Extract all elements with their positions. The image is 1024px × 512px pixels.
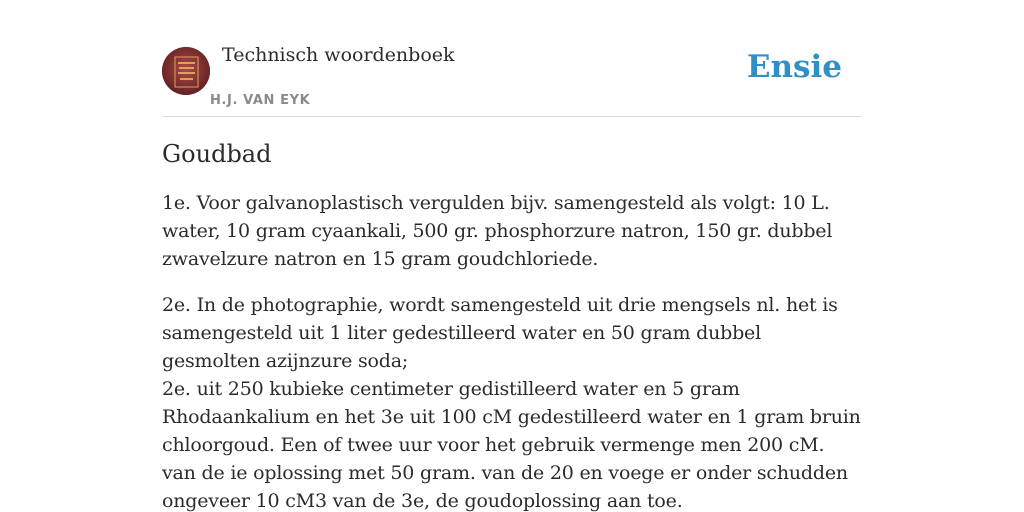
definition-text: 2e. In de photographie, wordt samengesteld uit drie mengsels nl. het is samengesteld uit 1 liter gedestilleerd water en 50 gram dubbel gesmolten azijnzure soda; <box>162 294 838 372</box>
book-title[interactable]: Technisch woordenboek <box>222 44 455 66</box>
definition-paragraph-1 <box>162 189 862 273</box>
header <box>162 0 862 117</box>
definition-text: 1e. Voor galvanoplastisch vergulden bijv. samengesteld als volgt: 10 L. water, 10 gram cyaankali, 500 gr. phosphorzure natron, 150 gr. dubbel zwavelzure natron en 15 gram goudchloriede. <box>162 192 833 270</box>
definition-text: 2e. uit 250 kubieke centimeter gedistilleerd water en 5 gram Rhodaankalium en het 3e uit 100 cM gedestilleerd water en 1 gram bruin chloorgoud. Een of twee uur voor het gebruik vermenge men 200 cM. van de ie oplossing met 50 gram. van de 20 en voege er onder schudden ongeveer 10 cM3 van de 3e, de goudoplossing aan toe. <box>162 378 861 512</box>
article <box>162 138 862 512</box>
ensie-logo[interactable]: Ensie <box>746 49 842 85</box>
definition-paragraph-2 <box>162 291 862 512</box>
book-author[interactable]: H.J. VAN EYK <box>210 93 311 108</box>
book-cover-icon[interactable] <box>162 47 210 95</box>
page-title: Goudbad <box>162 140 272 168</box>
